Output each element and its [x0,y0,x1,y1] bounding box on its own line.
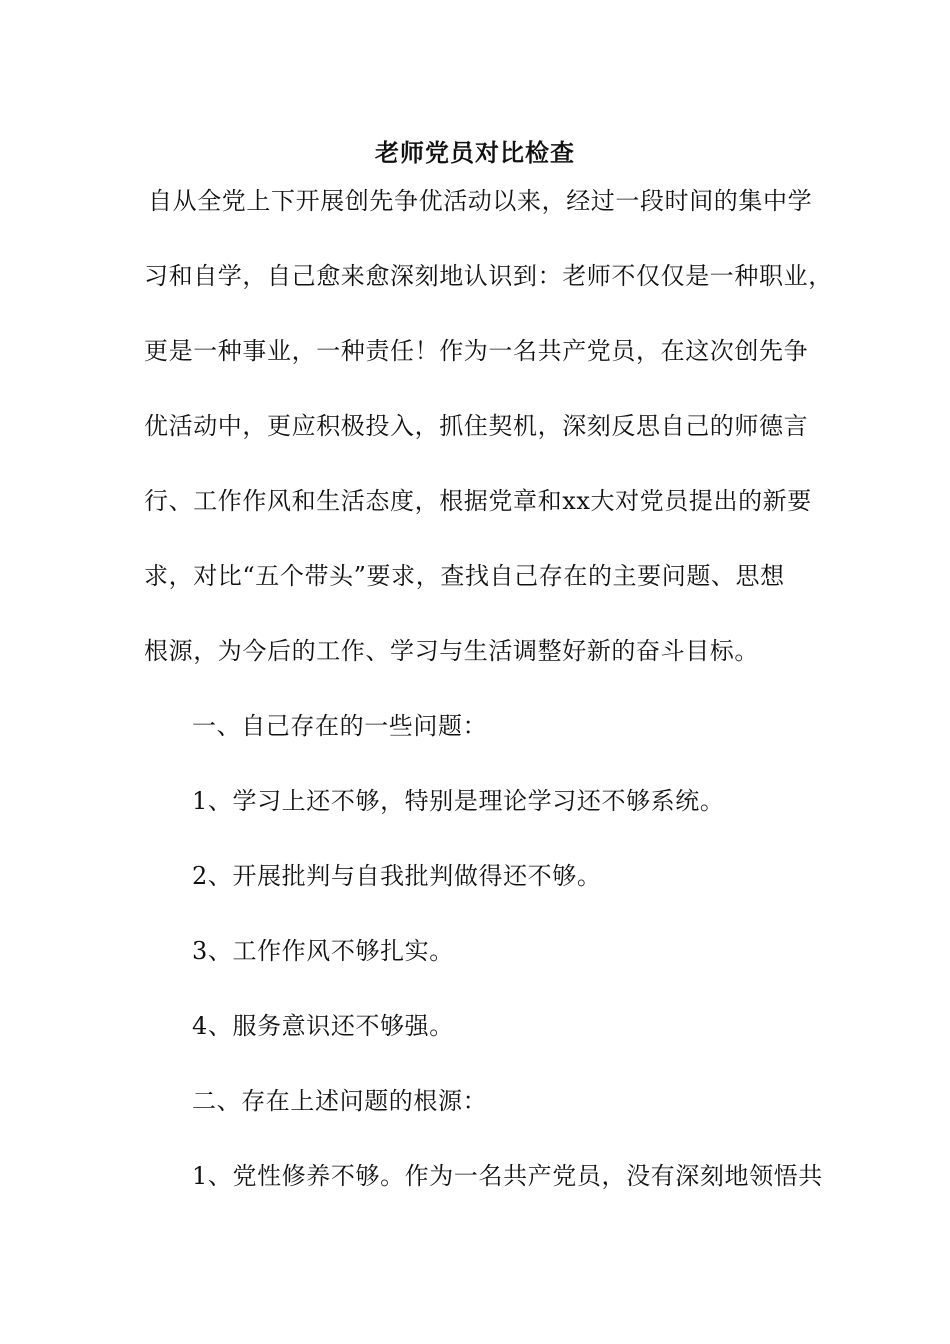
list-item: 1、学习上还不够，特别是理论学习还不够系统。 [192,787,725,815]
paragraph-line: 根源，为今后的工作、学习与生活调整好新的奋斗目标。 [144,637,759,665]
paragraph-line: 行、工作作风和生活态度，根据党章和xx大对党员提出的新要 [144,487,812,515]
section-heading: 一、自己存在的一些问题： [192,712,488,740]
list-item: 3、工作作风不够扎实。 [192,937,454,965]
paragraph-line: 更是一种事业，一种责任！作为一名共产党员，在这次创先争 [144,337,809,365]
list-item: 1、党性修养不够。作为一名共产党员，没有深刻地领悟共 [192,1162,823,1190]
paragraph-line: 优活动中，更应积极投入，抓住契机，深刻反思自己的师德言 [144,412,809,440]
list-item: 4、服务意识还不够强。 [192,1012,454,1040]
paragraph-line: 自从全党上下开展创先争优活动以来，经过一段时间的集中学 [148,187,813,215]
list-item: 2、开展批判与自我批判做得还不够。 [192,862,602,890]
document-title: 老师党员对比检查 [375,138,575,167]
section-heading: 二、存在上述问题的根源： [192,1087,488,1115]
paragraph-line: 求，对比“五个带头”要求，查找自己存在的主要问题、思想 [144,562,785,590]
paragraph-line: 习和自学，自己愈来愈深刻地认识到：老师不仅仅是一种职业， [144,262,833,290]
